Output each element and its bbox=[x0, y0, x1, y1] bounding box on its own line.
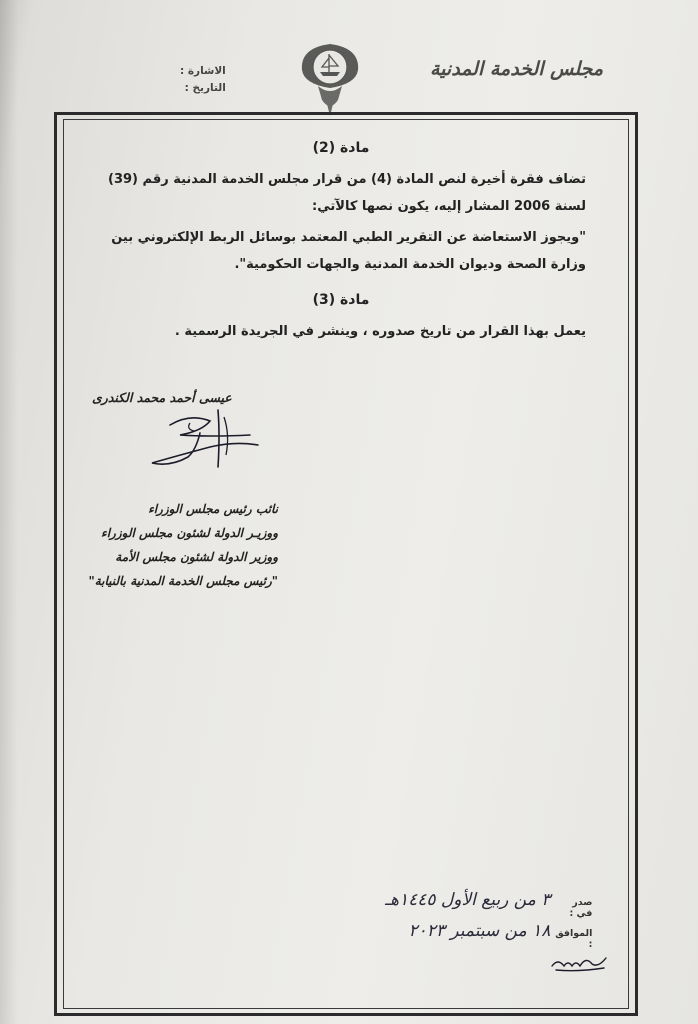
article-3-text: يعمل بهذا القرار من تاريخ صدوره ، وينشر في الجريدة الرسمية . bbox=[174, 324, 586, 339]
page-edge-shadow bbox=[0, 0, 18, 1024]
signatory-titles bbox=[68, 497, 278, 593]
title-line: نائب رئيس مجلس الوزراء bbox=[148, 502, 278, 516]
article-3-heading: مادة (3) bbox=[312, 292, 370, 308]
handwritten-initials bbox=[548, 950, 610, 974]
date-label: التاريخ : bbox=[184, 82, 226, 94]
article-2-quote: "ويجوز الاستعاضة عن التقرير الطبي المعتمد بوسائل الربط الإلكتروني بين وزارة الصحة وديوان الخدمة المدنية والجهات الحكومية". bbox=[111, 230, 586, 272]
reference-block bbox=[180, 63, 226, 97]
article-2-heading: مادة (2) bbox=[312, 140, 370, 156]
issued-label: صدر في : bbox=[569, 897, 593, 919]
article-2-text: تضاف فقرة أخيرة لنص المادة (4) من قرار مجلس الخدمة المدنية رقم (39) لسنة 2006 المشار إليه، يكون نصها كالآتي: bbox=[107, 172, 586, 214]
title-line: ووزير الدولة لشئون مجلس الأمة bbox=[115, 550, 278, 564]
issued-date-hijri: ٣ من ربيع الأول ١٤٤٥هـ bbox=[385, 890, 551, 910]
corresponding-date-gregorian: ١٨ من سبتمبر ٢٠٢٣ bbox=[408, 921, 551, 941]
handwritten-signature bbox=[140, 405, 270, 485]
corresponding-label: الموافق : bbox=[555, 928, 593, 950]
kuwait-emblem-icon bbox=[296, 40, 364, 118]
decision-body bbox=[96, 140, 586, 345]
signatory-name: عيسى أحمد محمد الكندرى bbox=[92, 390, 232, 405]
reference-label: الاشارة : bbox=[180, 65, 226, 77]
title-line: ووزيـر الدولة لشئون مجلس الوزراء bbox=[101, 526, 278, 540]
title-line: "رئيس مجلس الخدمة المدنية بالنيابة" bbox=[88, 574, 278, 588]
issuer-title: مجلس الخدمة المدنية bbox=[430, 58, 604, 80]
issue-date-block bbox=[385, 890, 592, 950]
